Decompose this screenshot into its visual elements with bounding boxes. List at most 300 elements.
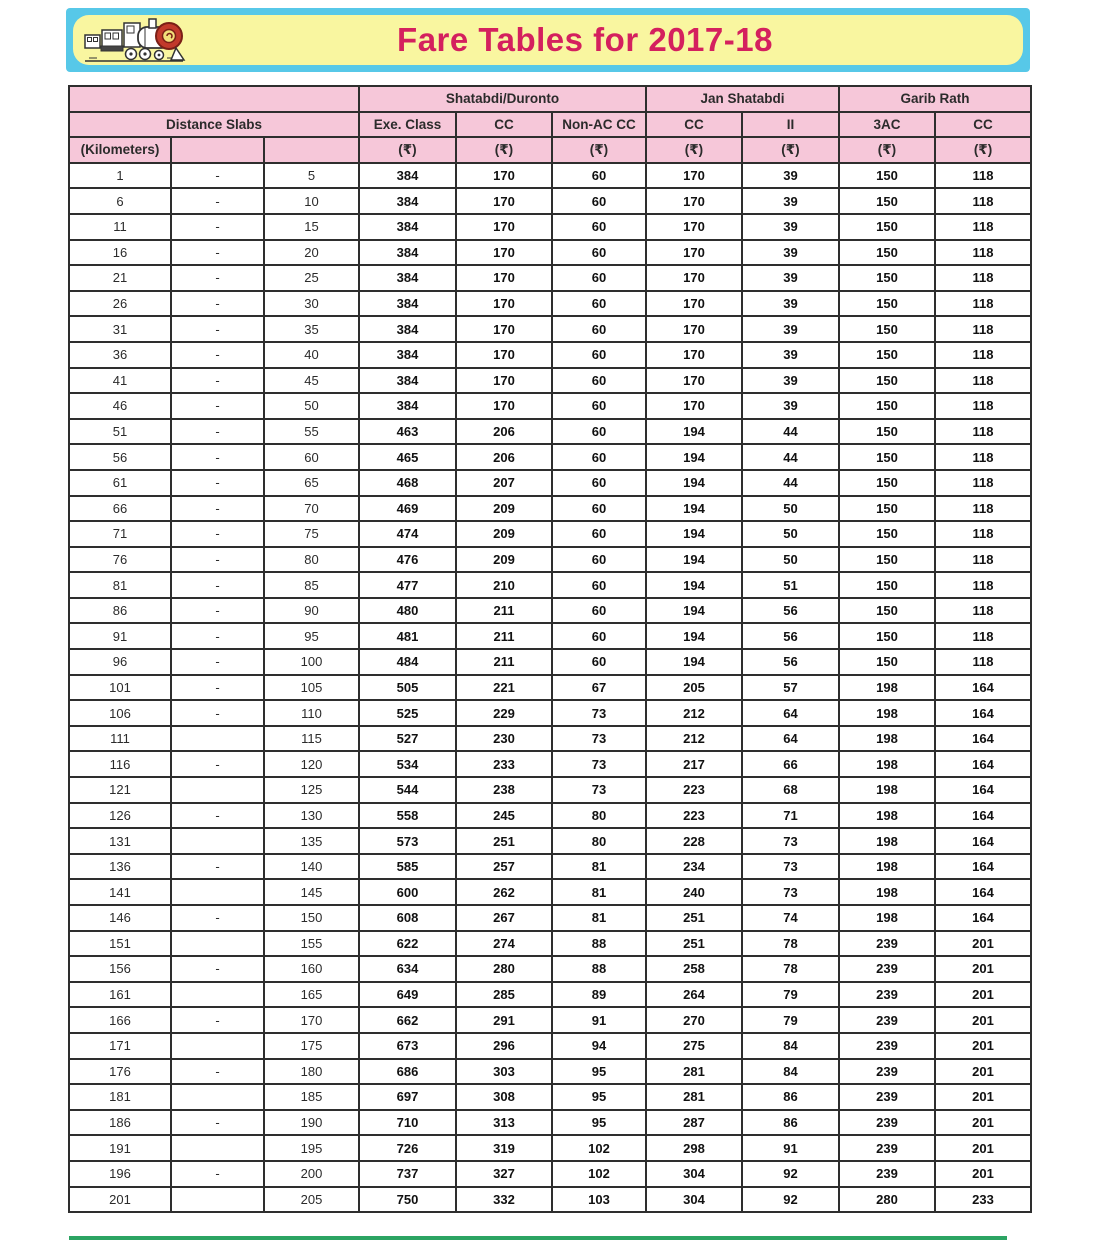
distance-separator-cell: - — [171, 598, 264, 624]
fare-cell: 291 — [456, 1007, 552, 1033]
distance-separator-cell: - — [171, 316, 264, 342]
distance-separator-cell — [171, 828, 264, 854]
fare-cell: 118 — [935, 572, 1031, 598]
fare-cell: 102 — [552, 1135, 646, 1161]
fare-cell: 95 — [552, 1110, 646, 1136]
distance-from-cell: 81 — [69, 572, 171, 598]
fare-cell: 84 — [742, 1059, 839, 1085]
distance-from-cell: 146 — [69, 905, 171, 931]
fare-table-body — [69, 163, 1031, 1212]
group-header-shatabdi-duronto: Shatabdi/Duronto — [359, 86, 646, 112]
fare-cell: 327 — [456, 1161, 552, 1187]
fare-cell: 150 — [839, 163, 935, 189]
fare-cell: 95 — [552, 1059, 646, 1085]
footer-rule — [69, 1236, 1007, 1240]
table-row — [69, 751, 1031, 777]
currency-header: (₹) — [552, 137, 646, 163]
distance-separator-cell: - — [171, 419, 264, 445]
distance-from-cell: 16 — [69, 240, 171, 266]
fare-cell: 194 — [646, 496, 742, 522]
fare-cell: 194 — [646, 598, 742, 624]
distance-to-cell: 125 — [264, 777, 359, 803]
distance-separator-cell: - — [171, 623, 264, 649]
fare-cell: 118 — [935, 649, 1031, 675]
fare-cell: 39 — [742, 291, 839, 317]
fare-cell: 298 — [646, 1135, 742, 1161]
fare-cell: 89 — [552, 982, 646, 1008]
fare-cell: 150 — [839, 316, 935, 342]
table-row — [69, 419, 1031, 445]
fare-cell: 270 — [646, 1007, 742, 1033]
distance-separator-cell: - — [171, 1110, 264, 1136]
fare-cell: 209 — [456, 496, 552, 522]
distance-to-cell: 105 — [264, 675, 359, 701]
fare-cell: 39 — [742, 240, 839, 266]
fare-cell: 239 — [839, 982, 935, 1008]
distance-to-cell: 25 — [264, 265, 359, 291]
fare-cell: 239 — [839, 931, 935, 957]
fare-cell: 481 — [359, 623, 456, 649]
fare-cell: 198 — [839, 854, 935, 880]
distance-from-cell: 11 — [69, 214, 171, 240]
fare-cell: 94 — [552, 1033, 646, 1059]
fare-cell: 118 — [935, 188, 1031, 214]
fare-cell: 73 — [552, 751, 646, 777]
fare-cell: 384 — [359, 265, 456, 291]
fare-cell: 198 — [839, 828, 935, 854]
fare-cell: 463 — [359, 419, 456, 445]
fare-cell: 60 — [552, 444, 646, 470]
fare-cell: 79 — [742, 1007, 839, 1033]
fare-cell: 92 — [742, 1187, 839, 1213]
distance-to-cell: 50 — [264, 393, 359, 419]
distance-to-cell: 75 — [264, 521, 359, 547]
fare-cell: 280 — [456, 956, 552, 982]
distance-to-cell: 175 — [264, 1033, 359, 1059]
fare-cell: 60 — [552, 342, 646, 368]
table-row — [69, 1187, 1031, 1213]
distance-from-cell: 161 — [69, 982, 171, 1008]
fare-cell: 211 — [456, 598, 552, 624]
fare-cell: 505 — [359, 675, 456, 701]
distance-separator-cell: - — [171, 751, 264, 777]
col-header-exe-class: Exe. Class — [359, 112, 456, 138]
distance-separator-cell: - — [171, 1059, 264, 1085]
fare-cell: 150 — [839, 393, 935, 419]
fare-cell: 64 — [742, 726, 839, 752]
fare-cell: 118 — [935, 240, 1031, 266]
distance-from-cell: 116 — [69, 751, 171, 777]
distance-from-cell: 61 — [69, 470, 171, 496]
fare-cell: 170 — [456, 163, 552, 189]
table-row — [69, 982, 1031, 1008]
table-row — [69, 163, 1031, 189]
distance-to-cell: 15 — [264, 214, 359, 240]
fare-cell: 238 — [456, 777, 552, 803]
fare-cell: 198 — [839, 777, 935, 803]
table-row — [69, 214, 1031, 240]
currency-header: (₹) — [646, 137, 742, 163]
fare-cell: 245 — [456, 803, 552, 829]
fare-cell: 468 — [359, 470, 456, 496]
fare-cell: 50 — [742, 521, 839, 547]
table-row — [69, 1007, 1031, 1033]
table-row — [69, 905, 1031, 931]
table-row — [69, 444, 1031, 470]
distance-from-cell: 106 — [69, 700, 171, 726]
fare-cell: 60 — [552, 316, 646, 342]
fare-cell: 60 — [552, 521, 646, 547]
fare-cell: 170 — [456, 240, 552, 266]
fare-cell: 525 — [359, 700, 456, 726]
empty-header-cell — [264, 137, 359, 163]
fare-cell: 118 — [935, 393, 1031, 419]
fare-cell: 332 — [456, 1187, 552, 1213]
fare-cell: 585 — [359, 854, 456, 880]
fare-cell: 194 — [646, 470, 742, 496]
distance-to-cell: 185 — [264, 1084, 359, 1110]
group-header-garib-rath: Garib Rath — [839, 86, 1031, 112]
distance-separator-cell: - — [171, 342, 264, 368]
fare-cell: 239 — [839, 1161, 935, 1187]
distance-to-cell: 130 — [264, 803, 359, 829]
fare-cell: 194 — [646, 572, 742, 598]
fare-cell: 573 — [359, 828, 456, 854]
fare-cell: 56 — [742, 598, 839, 624]
fare-cell: 39 — [742, 163, 839, 189]
fare-cell: 73 — [552, 726, 646, 752]
fare-cell: 600 — [359, 879, 456, 905]
fare-cell: 211 — [456, 649, 552, 675]
fare-cell: 60 — [552, 572, 646, 598]
fare-cell: 201 — [935, 1059, 1031, 1085]
fare-cell: 206 — [456, 419, 552, 445]
fare-cell: 686 — [359, 1059, 456, 1085]
fare-cell: 74 — [742, 905, 839, 931]
distance-from-cell: 136 — [69, 854, 171, 880]
distance-separator-cell: - — [171, 163, 264, 189]
table-row — [69, 931, 1031, 957]
distance-separator-cell: - — [171, 1161, 264, 1187]
fare-cell: 634 — [359, 956, 456, 982]
distance-separator-cell: - — [171, 700, 264, 726]
fare-cell: 57 — [742, 675, 839, 701]
table-row — [69, 623, 1031, 649]
group-header-jan-shatabdi: Jan Shatabdi — [646, 86, 839, 112]
train-icon — [83, 13, 187, 70]
distance-separator-cell: - — [171, 240, 264, 266]
table-row — [69, 598, 1031, 624]
distance-separator-cell — [171, 982, 264, 1008]
fare-cell: 80 — [552, 803, 646, 829]
fare-cell: 205 — [646, 675, 742, 701]
distance-to-cell: 110 — [264, 700, 359, 726]
fare-cell: 86 — [742, 1110, 839, 1136]
fare-cell: 81 — [552, 854, 646, 880]
fare-cell: 56 — [742, 623, 839, 649]
distance-separator-cell: - — [171, 803, 264, 829]
fare-cell: 164 — [935, 777, 1031, 803]
fare-cell: 150 — [839, 240, 935, 266]
fare-cell: 194 — [646, 623, 742, 649]
distance-from-cell: 156 — [69, 956, 171, 982]
fare-cell: 201 — [935, 931, 1031, 957]
distance-from-cell: 56 — [69, 444, 171, 470]
distance-to-cell: 30 — [264, 291, 359, 317]
distance-to-cell: 35 — [264, 316, 359, 342]
fare-cell: 223 — [646, 803, 742, 829]
table-row — [69, 828, 1031, 854]
fare-cell: 118 — [935, 547, 1031, 573]
currency-header: (₹) — [359, 137, 456, 163]
fare-cell: 544 — [359, 777, 456, 803]
fare-cell: 164 — [935, 726, 1031, 752]
fare-cell: 44 — [742, 444, 839, 470]
fare-table — [68, 85, 1032, 1213]
fare-cell: 170 — [646, 240, 742, 266]
fare-cell: 274 — [456, 931, 552, 957]
table-header — [69, 86, 1031, 163]
fare-cell: 212 — [646, 700, 742, 726]
fare-cell: 170 — [456, 265, 552, 291]
fare-cell: 239 — [839, 1007, 935, 1033]
fare-cell: 150 — [839, 368, 935, 394]
fare-cell: 164 — [935, 854, 1031, 880]
distance-from-cell: 86 — [69, 598, 171, 624]
distance-separator-cell: - — [171, 649, 264, 675]
fare-cell: 170 — [646, 265, 742, 291]
fare-cell: 60 — [552, 598, 646, 624]
fare-cell: 465 — [359, 444, 456, 470]
fare-cell: 39 — [742, 188, 839, 214]
fare-cell: 251 — [646, 931, 742, 957]
distance-from-cell: 101 — [69, 675, 171, 701]
fare-cell: 280 — [839, 1187, 935, 1213]
distance-separator-cell: - — [171, 393, 264, 419]
distance-separator-cell — [171, 726, 264, 752]
fare-cell: 39 — [742, 265, 839, 291]
fare-cell: 118 — [935, 265, 1031, 291]
fare-cell: 474 — [359, 521, 456, 547]
distance-from-cell: 36 — [69, 342, 171, 368]
fare-cell: 170 — [456, 291, 552, 317]
fare-cell: 66 — [742, 751, 839, 777]
fare-cell: 78 — [742, 931, 839, 957]
fare-cell: 60 — [552, 368, 646, 394]
table-row — [69, 1110, 1031, 1136]
fare-cell: 60 — [552, 188, 646, 214]
fare-cell: 150 — [839, 598, 935, 624]
table-row — [69, 1059, 1031, 1085]
fare-cell: 170 — [646, 188, 742, 214]
fare-cell: 60 — [552, 649, 646, 675]
fare-cell: 60 — [552, 240, 646, 266]
distance-to-cell: 20 — [264, 240, 359, 266]
fare-cell: 662 — [359, 1007, 456, 1033]
fare-cell: 118 — [935, 419, 1031, 445]
distance-separator-cell: - — [171, 265, 264, 291]
fare-cell: 257 — [456, 854, 552, 880]
distance-to-cell: 140 — [264, 854, 359, 880]
distance-separator-cell: - — [171, 444, 264, 470]
fare-cell: 73 — [742, 828, 839, 854]
table-row — [69, 879, 1031, 905]
fare-cell: 60 — [552, 547, 646, 573]
fare-cell: 118 — [935, 623, 1031, 649]
table-row — [69, 291, 1031, 317]
distance-from-cell: 91 — [69, 623, 171, 649]
distance-from-cell: 191 — [69, 1135, 171, 1161]
fare-cell: 118 — [935, 496, 1031, 522]
fare-cell: 212 — [646, 726, 742, 752]
fare-cell: 78 — [742, 956, 839, 982]
fare-cell: 697 — [359, 1084, 456, 1110]
fare-cell: 64 — [742, 700, 839, 726]
table-row — [69, 803, 1031, 829]
fare-cell: 194 — [646, 419, 742, 445]
table-row — [69, 547, 1031, 573]
fare-cell: 251 — [456, 828, 552, 854]
fare-cell: 150 — [839, 623, 935, 649]
distance-from-cell: 201 — [69, 1187, 171, 1213]
distance-from-cell: 46 — [69, 393, 171, 419]
header-banner — [66, 8, 1030, 72]
fare-cell: 51 — [742, 572, 839, 598]
fare-cell: 164 — [935, 675, 1031, 701]
fare-cell: 170 — [646, 368, 742, 394]
fare-cell: 164 — [935, 700, 1031, 726]
table-row — [69, 393, 1031, 419]
col-header-non-ac-cc: Non-AC CC — [552, 112, 646, 138]
table-row — [69, 470, 1031, 496]
distance-separator-cell — [171, 1135, 264, 1161]
page-title: Fare Tables for 2017-18 — [397, 21, 773, 58]
fare-cell: 73 — [552, 777, 646, 803]
distance-to-cell: 85 — [264, 572, 359, 598]
distance-separator-cell: - — [171, 291, 264, 317]
fare-cell: 194 — [646, 521, 742, 547]
fare-cell: 384 — [359, 342, 456, 368]
fare-cell: 750 — [359, 1187, 456, 1213]
fare-cell: 239 — [839, 1033, 935, 1059]
distance-separator-cell: - — [171, 572, 264, 598]
fare-cell: 67 — [552, 675, 646, 701]
fare-cell: 86 — [742, 1084, 839, 1110]
distance-separator-cell: - — [171, 956, 264, 982]
fare-cell: 198 — [839, 700, 935, 726]
distance-from-cell: 76 — [69, 547, 171, 573]
fare-cell: 233 — [935, 1187, 1031, 1213]
fare-cell: 164 — [935, 803, 1031, 829]
fare-cell: 170 — [456, 214, 552, 240]
kilometers-label: (Kilometers) — [69, 137, 171, 163]
distance-to-cell: 5 — [264, 163, 359, 189]
fare-cell: 303 — [456, 1059, 552, 1085]
distance-separator-cell — [171, 1033, 264, 1059]
fare-cell: 198 — [839, 905, 935, 931]
distance-slabs-header: Distance Slabs — [69, 112, 359, 138]
distance-from-cell: 121 — [69, 777, 171, 803]
fare-cell: 118 — [935, 291, 1031, 317]
fare-cell: 50 — [742, 496, 839, 522]
fare-cell: 206 — [456, 444, 552, 470]
fare-cell: 118 — [935, 163, 1031, 189]
col-header-jan-shatabdi-ii: II — [742, 112, 839, 138]
distance-from-cell: 151 — [69, 931, 171, 957]
fare-cell: 649 — [359, 982, 456, 1008]
distance-separator-cell: - — [171, 521, 264, 547]
fare-cell: 73 — [552, 700, 646, 726]
distance-from-cell: 186 — [69, 1110, 171, 1136]
fare-cell: 194 — [646, 547, 742, 573]
fare-cell: 150 — [839, 265, 935, 291]
distance-to-cell: 180 — [264, 1059, 359, 1085]
empty-header-cell — [171, 137, 264, 163]
fare-cell: 234 — [646, 854, 742, 880]
distance-from-cell: 126 — [69, 803, 171, 829]
fare-cell: 150 — [839, 470, 935, 496]
fare-cell: 201 — [935, 1007, 1031, 1033]
fare-cell: 201 — [935, 982, 1031, 1008]
fare-cell: 239 — [839, 1110, 935, 1136]
fare-cell: 118 — [935, 598, 1031, 624]
distance-separator-cell: - — [171, 905, 264, 931]
fare-cell: 737 — [359, 1161, 456, 1187]
distance-to-cell: 120 — [264, 751, 359, 777]
table-row — [69, 521, 1031, 547]
fare-cell: 239 — [839, 956, 935, 982]
fare-cell: 60 — [552, 291, 646, 317]
fare-cell: 221 — [456, 675, 552, 701]
fare-cell: 60 — [552, 163, 646, 189]
distance-to-cell: 65 — [264, 470, 359, 496]
fare-cell: 198 — [839, 675, 935, 701]
fare-cell: 79 — [742, 982, 839, 1008]
fare-cell: 170 — [456, 342, 552, 368]
fare-cell: 384 — [359, 214, 456, 240]
fare-cell: 102 — [552, 1161, 646, 1187]
fare-cell: 170 — [646, 214, 742, 240]
fare-cell: 319 — [456, 1135, 552, 1161]
fare-cell: 480 — [359, 598, 456, 624]
distance-separator-cell: - — [171, 675, 264, 701]
fare-cell: 281 — [646, 1059, 742, 1085]
fare-cell: 239 — [839, 1135, 935, 1161]
fare-cell: 194 — [646, 444, 742, 470]
fare-cell: 384 — [359, 393, 456, 419]
fare-cell: 384 — [359, 368, 456, 394]
distance-from-cell: 171 — [69, 1033, 171, 1059]
fare-cell: 50 — [742, 547, 839, 573]
fare-cell: 150 — [839, 572, 935, 598]
fare-cell: 211 — [456, 623, 552, 649]
fare-cell: 217 — [646, 751, 742, 777]
fare-cell: 170 — [646, 393, 742, 419]
distance-to-cell: 135 — [264, 828, 359, 854]
fare-cell: 251 — [646, 905, 742, 931]
distance-separator-cell: - — [171, 470, 264, 496]
fare-cell: 201 — [935, 1110, 1031, 1136]
distance-separator-cell: - — [171, 188, 264, 214]
fare-cell: 239 — [839, 1084, 935, 1110]
fare-cell: 230 — [456, 726, 552, 752]
table-row — [69, 675, 1031, 701]
table-row — [69, 1033, 1031, 1059]
distance-to-cell: 115 — [264, 726, 359, 752]
currency-header: (₹) — [742, 137, 839, 163]
distance-to-cell: 60 — [264, 444, 359, 470]
fare-cell: 118 — [935, 342, 1031, 368]
